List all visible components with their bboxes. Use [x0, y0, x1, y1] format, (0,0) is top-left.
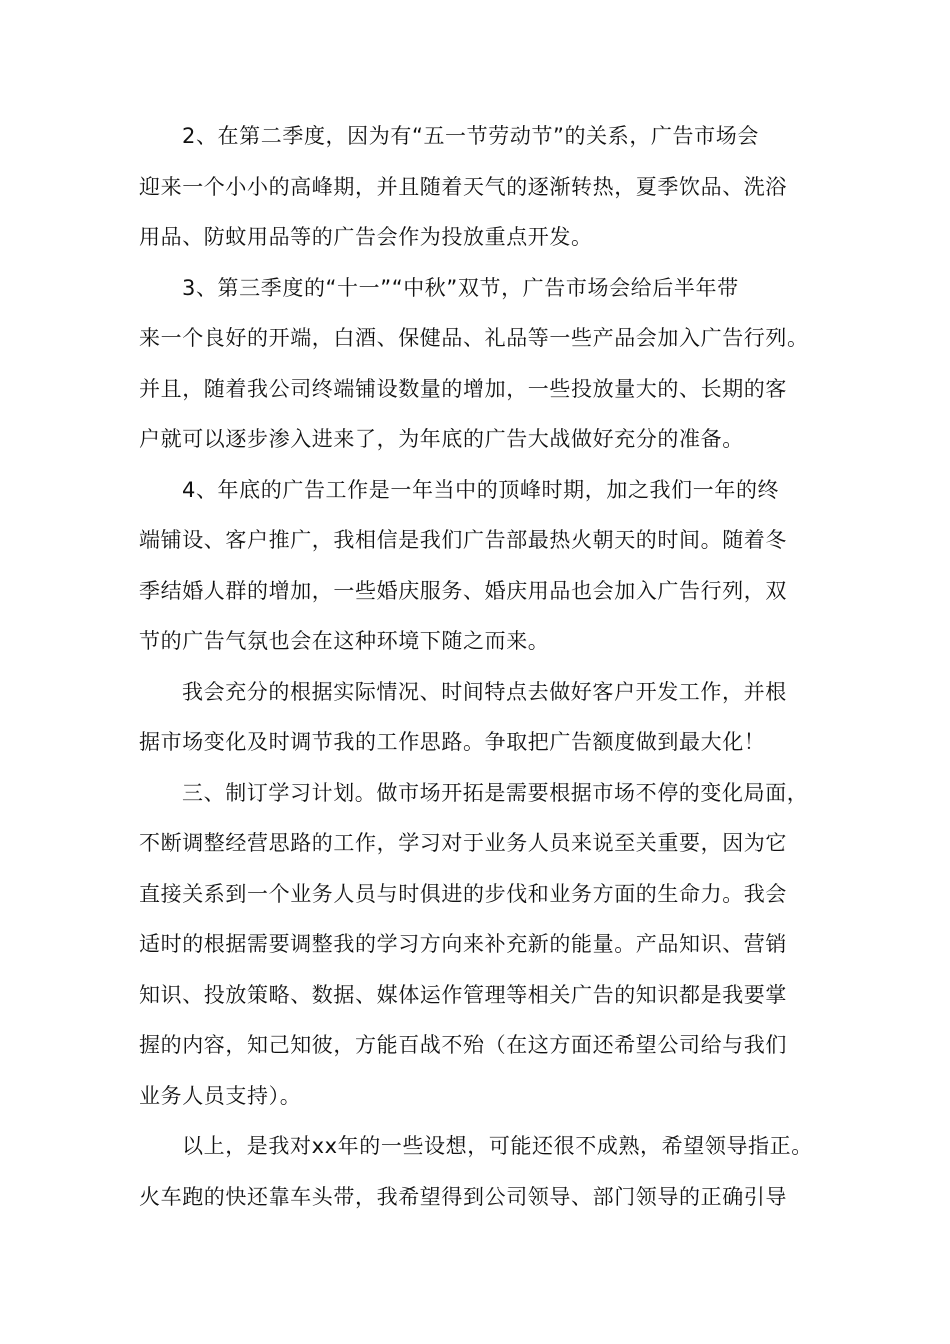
document-body — [139, 111, 839, 1222]
paragraph-line: 以上，是我对xx年的一些设想，可能还很不成熟，希望领导指正。 — [182, 1134, 813, 1158]
paragraph-line: 用品、防蚊用品等的广告会作为投放重点开发。 — [139, 225, 593, 249]
paragraph-line: 适时的根据需要调整我的学习方向来补充新的能量。产品知识、营销 — [139, 932, 787, 956]
paragraph-line: 直接关系到一个业务人员与时俱进的步伐和业务方面的生命力。我会 — [139, 881, 787, 906]
paragraph-line: 三、制订学习计划。做市场开拓是需要根据市场不停的变化局面， — [182, 780, 809, 805]
paragraph-line: 火车跑的快还靠车头带，我希望得到公司领导、部门领导的正确引导 — [139, 1184, 787, 1209]
paragraph-line: 据市场变化及时调节我的工作思路。争取把广告额度做到最大化！ — [139, 730, 766, 754]
paragraph-line: 3、第三季度的“十一”“中秋”双节，广告市场会给后半年带 — [182, 275, 739, 300]
paragraph-line: 并且，随着我公司终端铺设数量的增加，一些投放量大的、长期的客 — [139, 376, 787, 401]
paragraph-line: 4、年底的广告工作是一年当中的顶峰时期，加之我们一年的终 — [182, 477, 780, 502]
paragraph-line: 节的广告气氛也会在这种环境下随之而来。 — [139, 629, 550, 653]
paragraph-line: 2、在第二季度，因为有“五一节劳动节”的关系，广告市场会 — [182, 124, 759, 148]
paragraph-line: 握的内容，知己知彼，方能百战不殆（在这方面还希望公司给与我们 — [139, 1033, 787, 1057]
paragraph-line: 端铺设、客户推广，我相信是我们广告部最热火朝天的时间。随着冬 — [139, 528, 787, 552]
paragraph-line: 户就可以逐步渗入进来了，为年底的广告大战做好充分的准备。 — [139, 427, 744, 451]
paragraph-line: 知识、投放策略、数据、媒体运作管理等相关广告的知识都是我要掌 — [139, 982, 787, 1007]
paragraph-line: 迎来一个小小的高峰期，并且随着天气的逐渐转热，夏季饮品、洗浴 — [139, 174, 787, 199]
paragraph-line: 来一个良好的开端，白酒、保健品、礼品等一些产品会加入广告行列。 — [139, 326, 809, 350]
paragraph-line: 业务人员支持）。 — [139, 1083, 302, 1108]
paragraph-line: 我会充分的根据实际情况、时间特点去做好客户开发工作，并根 — [182, 679, 787, 704]
paragraph-line: 季结婚人群的增加，一些婚庆服务、婚庆用品也会加入广告行列，双 — [139, 578, 787, 603]
paragraph-line: 不断调整经营思路的工作，学习对于业务人员来说至关重要，因为它 — [139, 831, 787, 855]
